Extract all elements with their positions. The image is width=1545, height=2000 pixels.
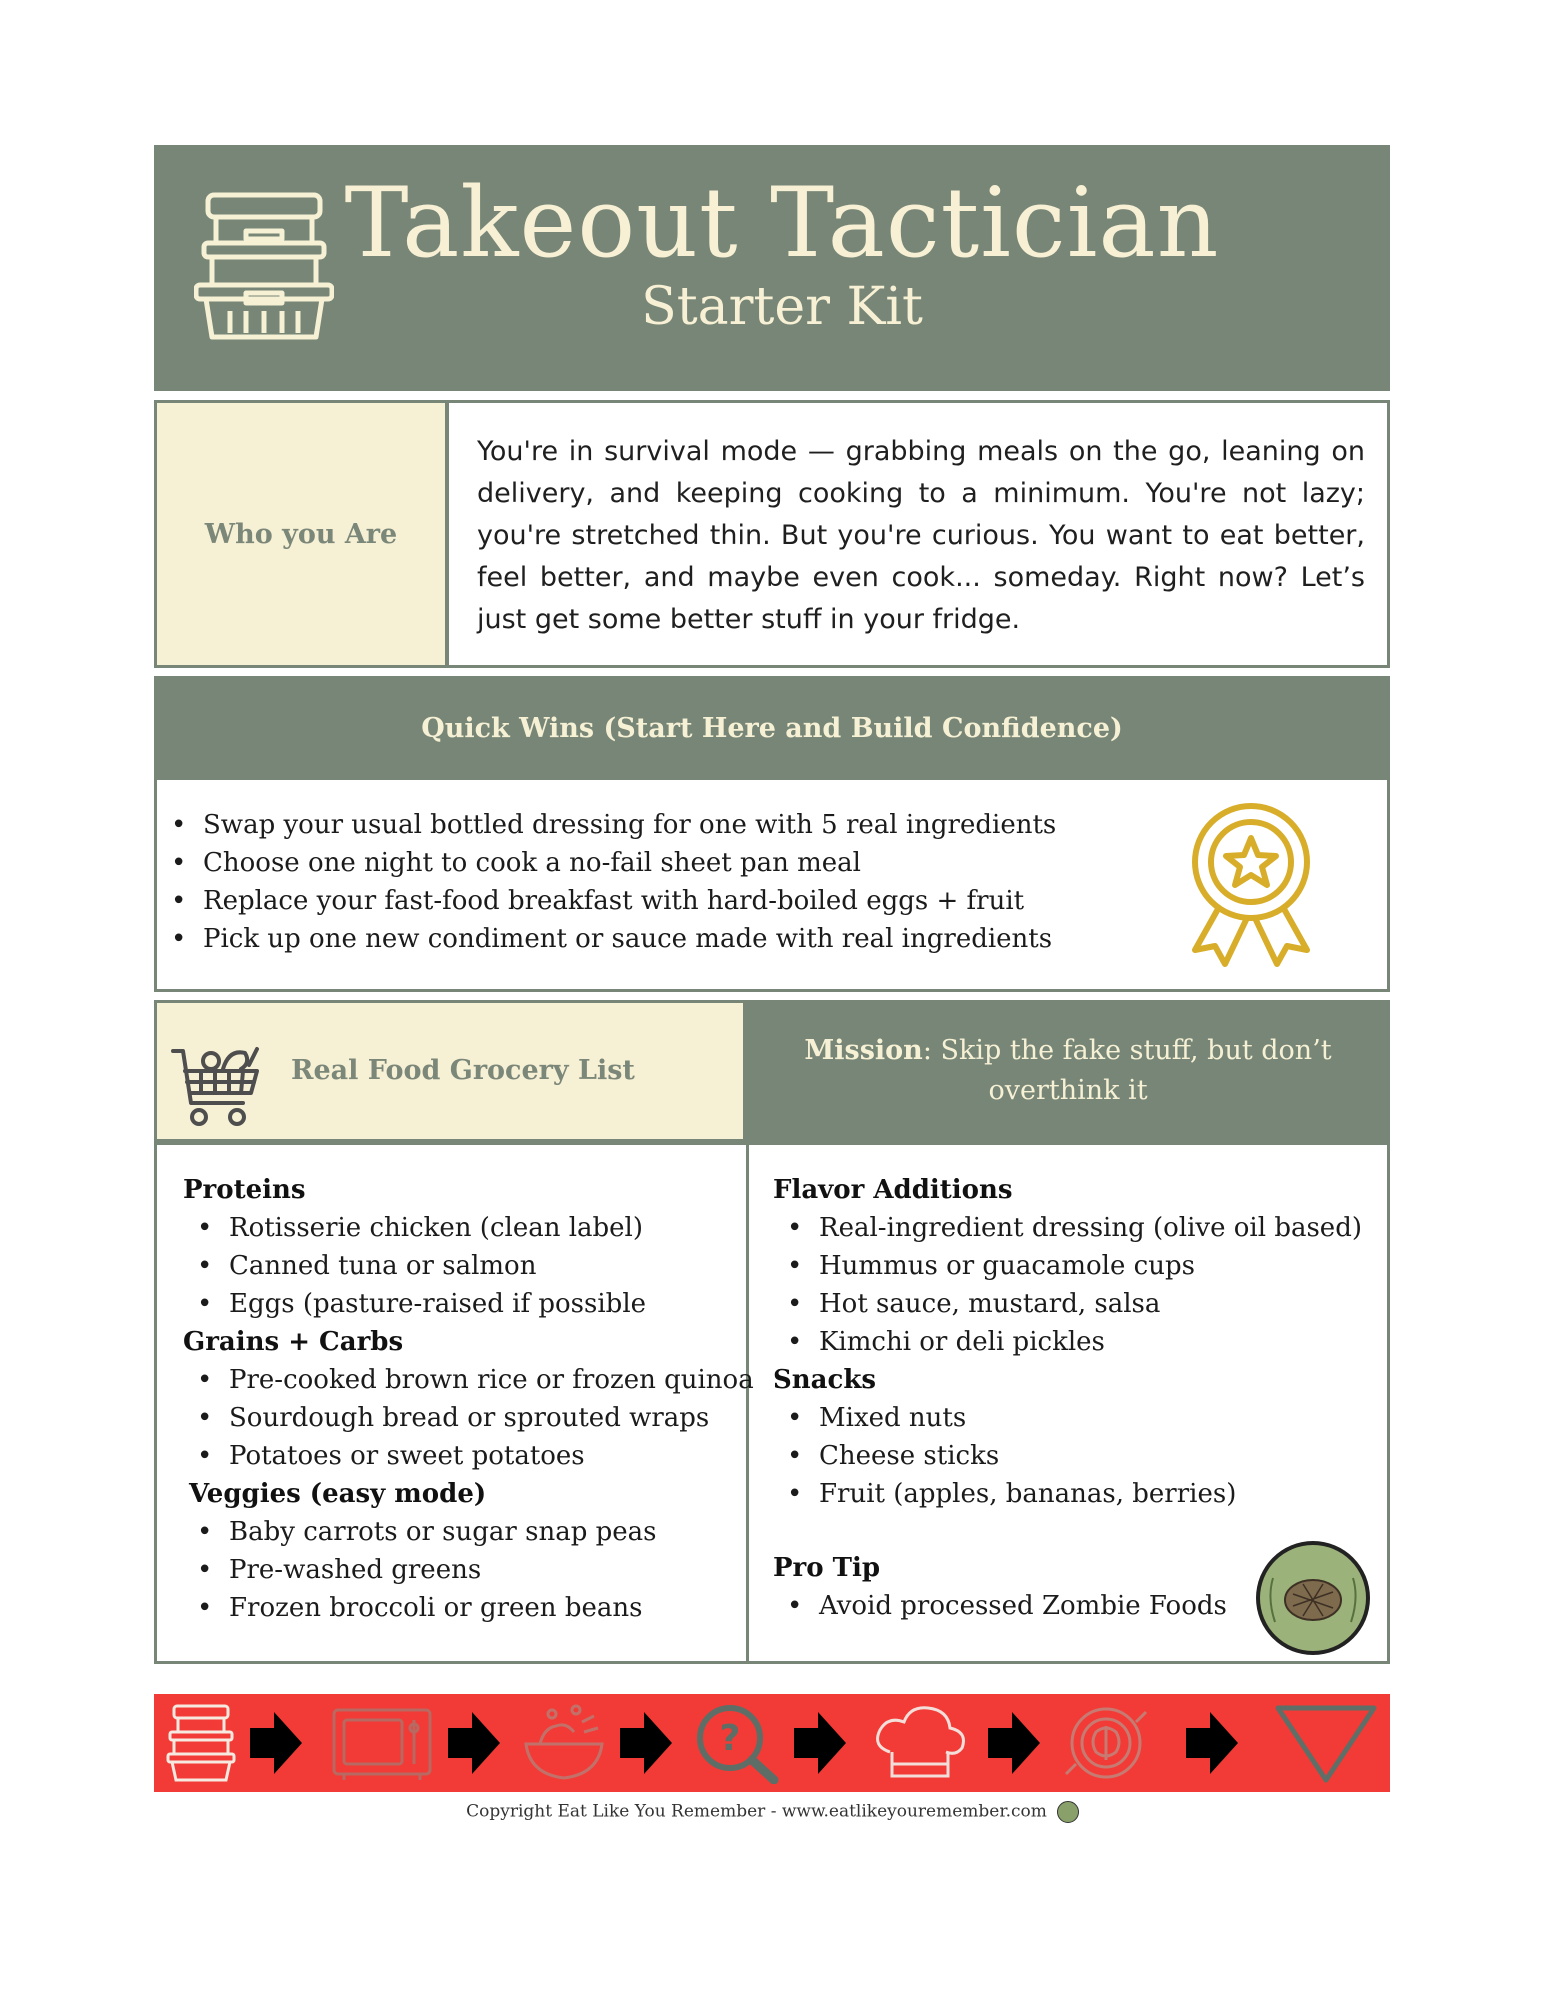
arrow-right-icon: [1182, 1702, 1242, 1784]
copyright-footer: [0, 1801, 1545, 1823]
quick-wins-list: [157, 806, 1056, 958]
list-item: • Hot sauce, mustard, salsa: [773, 1285, 1362, 1323]
quick-wins-header: [154, 676, 1390, 780]
list-item: • Replace your fast-food breakfast with hard-boiled eggs + fruit: [157, 882, 1056, 920]
brain-icon: [1060, 1702, 1152, 1784]
list-item: • Real-ingredient dressing (olive oil based): [773, 1209, 1362, 1247]
flavor-list: [773, 1209, 1362, 1361]
mission-text: [798, 1031, 1338, 1111]
magnifier-question-icon: [692, 1702, 782, 1784]
header-banner: [154, 145, 1390, 391]
copyright-text: Copyright Eat Like You Remember - www.eatlikeyouremember.com: [466, 1801, 1047, 1822]
shopping-cart-icon: [171, 1045, 261, 1135]
bowl-icon: [522, 1702, 606, 1784]
quick-wins-heading: Quick Wins (Start Here and Build Confidence): [421, 712, 1123, 744]
award-ribbon-icon: [1181, 800, 1321, 968]
pro-tip-heading: Pro Tip: [773, 1553, 881, 1583]
list-item: • Pre-washed greens: [183, 1551, 754, 1589]
footer-logo-icon: [1057, 1801, 1079, 1823]
quick-wins-body: [154, 778, 1390, 992]
triangle-icon: [1274, 1702, 1378, 1784]
grocery-left-column: [183, 1171, 754, 1627]
page-subtitle: Starter Kit: [641, 277, 923, 337]
grocery-title: Real Food Grocery List: [291, 1055, 635, 1086]
eat-like-you-remember-logo: [1253, 1538, 1373, 1658]
list-item: • Pick up one new condiment or sauce made with real ingredients: [157, 920, 1056, 958]
veggies-list: [183, 1513, 754, 1627]
takeout-icon: [166, 1702, 236, 1784]
grocery-list-body: [154, 1142, 1390, 1664]
proteins-list: [183, 1209, 754, 1323]
list-item: • Baby carrots or sugar snap peas: [183, 1513, 754, 1551]
list-item: • Avoid processed Zombie Foods: [773, 1587, 1362, 1625]
list-item: • Kimchi or deli pickles: [773, 1323, 1362, 1361]
list-item: • Eggs (pasture-raised if possible: [183, 1285, 754, 1323]
list-item: • Mixed nuts: [773, 1399, 1362, 1437]
chef-hat-icon: [870, 1702, 970, 1784]
list-item: • Frozen broccoli or green beans: [183, 1589, 754, 1627]
snacks-heading: Snacks: [773, 1365, 877, 1395]
list-item: • Pre-cooked brown rice or frozen quinoa: [183, 1361, 754, 1399]
arrow-right-icon: [616, 1702, 676, 1784]
list-item: • Potatoes or sweet potatoes: [183, 1437, 754, 1475]
veggies-heading: Veggies (easy mode): [189, 1479, 487, 1509]
page-title: Takeout Tactician: [344, 167, 1220, 279]
progress-banner: [154, 1694, 1390, 1792]
arrow-right-icon: [790, 1702, 850, 1784]
who-you-are-section: [154, 400, 1390, 668]
who-description: You're in survival mode — grabbing meals on the go, leaning on delivery, and keeping cooking to a minimum. You're not lazy; you're stretched thin. But you're curious. You want to eat better, feel better, and maybe even cook... someday. Right now? Let’s just get some better stuff in your fridge.: [477, 436, 1365, 635]
who-label: Who you Are: [204, 518, 398, 550]
list-item: • Hummus or guacamole cups: [773, 1247, 1362, 1285]
grocery-header: [154, 1000, 746, 1142]
who-label-cell: [157, 403, 449, 665]
list-item: • Swap your usual bottled dressing for one with 5 real ingredients: [157, 806, 1056, 844]
flavor-heading: Flavor Additions: [773, 1175, 1013, 1205]
snacks-list: [773, 1399, 1362, 1513]
arrow-right-icon: [984, 1702, 1044, 1784]
proteins-heading: Proteins: [183, 1175, 306, 1205]
microwave-icon: [332, 1702, 432, 1784]
list-item: • Rotisserie chicken (clean label): [183, 1209, 754, 1247]
list-item: • Sourdough bread or sprouted wraps: [183, 1399, 754, 1437]
grains-heading: Grains + Carbs: [183, 1327, 404, 1357]
svg-text:?: ?: [719, 1718, 741, 1759]
list-item: • Choose one night to cook a no-fail sheet pan meal: [157, 844, 1056, 882]
list-item: • Cheese sticks: [773, 1437, 1362, 1475]
list-item: • Fruit (apples, bananas, berries): [773, 1475, 1362, 1513]
mission-label: Mission: [804, 1035, 923, 1066]
mission-statement: : Skip the fake stuff, but don’t overthink it: [922, 1035, 1332, 1106]
arrow-right-icon: [444, 1702, 504, 1784]
arrow-right-icon: [246, 1702, 306, 1784]
grains-list: [183, 1361, 754, 1475]
mission-header: [746, 1000, 1390, 1142]
list-item: • Canned tuna or salmon: [183, 1247, 754, 1285]
